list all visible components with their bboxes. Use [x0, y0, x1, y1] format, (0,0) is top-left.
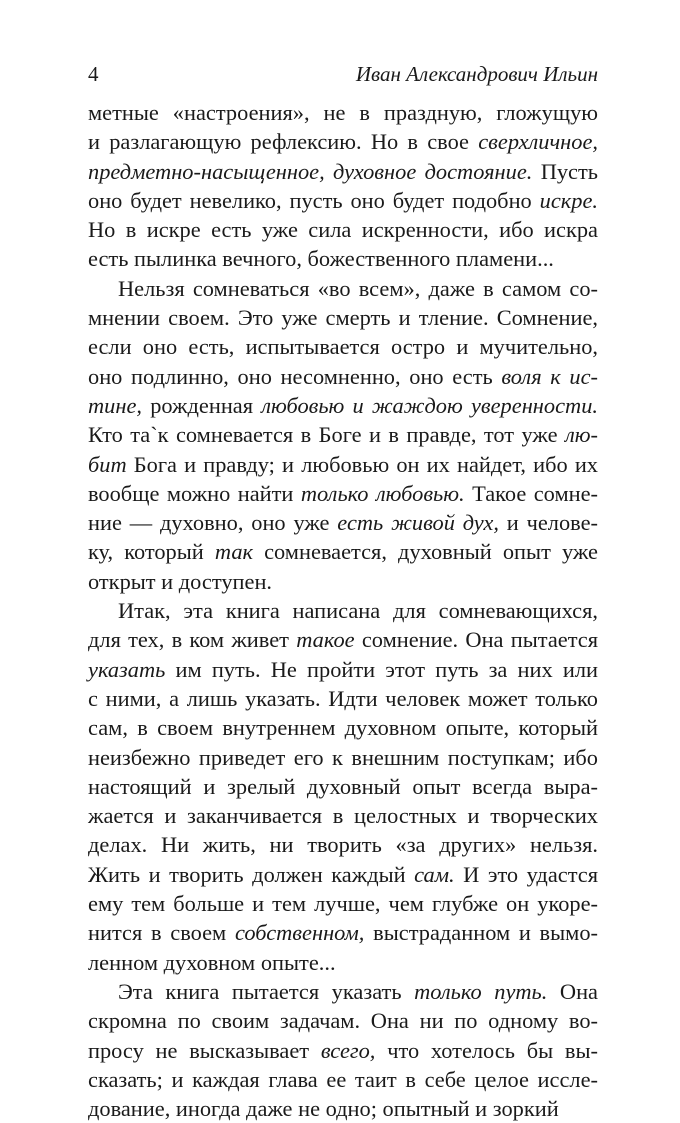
text-line: [88, 215, 598, 244]
paragraph: [88, 977, 598, 1123]
text-line: [88, 244, 598, 273]
text-run: настоящий и зрелый духовный опыт всегда выра-: [88, 773, 598, 799]
text-run: сомнение. Она пытается: [354, 627, 598, 653]
text-run: с ними, а лишь указать. Идти человек может только: [88, 685, 598, 711]
text-run: для тех, в ком живет: [88, 627, 297, 653]
text-run: Бога и правду; и любовью он их найдет, ибо их: [126, 451, 598, 477]
text-line: [88, 1094, 598, 1123]
text-run: метные «настроения», не в праздную, гложущую: [88, 100, 598, 125]
text-line: [88, 362, 598, 391]
italic-text: лю-: [564, 422, 598, 448]
italic-text: сверхличное,: [478, 129, 598, 155]
italic-text: бит: [88, 451, 127, 477]
text-run: выстраданном и вымо-: [364, 920, 598, 946]
page-number: 4: [88, 62, 99, 86]
text-line: [88, 684, 598, 713]
text-run: сомневается, духовный опыт уже: [253, 539, 598, 565]
italic-text: искре.: [539, 187, 598, 213]
paragraph: [88, 274, 598, 596]
text-line: [88, 889, 598, 918]
text-run: сам, в своем внутреннем духовном опыте, который: [88, 715, 598, 741]
text-run: Но в искре есть уже сила искренности, ибо искра: [88, 217, 598, 243]
text-run: есть пылинка вечного, божественного пламени...: [88, 246, 554, 272]
text-line: [88, 274, 598, 303]
text-line: [88, 743, 598, 772]
text-line: [88, 303, 598, 332]
italic-text: есть живой дух,: [337, 510, 499, 536]
text-run: оно будет невелико, пусть оно будет подобно: [88, 187, 540, 213]
text-run: сказать; и каждая глава ее таит в себе целое иссле-: [88, 1066, 598, 1092]
running-title: Иван Александрович Ильин: [355, 62, 598, 86]
text-run: ку, который: [88, 539, 215, 565]
text-line: [88, 772, 598, 801]
italic-text: такое: [296, 627, 355, 653]
text-run: Кто та`к сомневается в Боге и в правде, тот уже: [88, 422, 565, 448]
paragraph: [88, 596, 598, 977]
text-run: И это удастся: [454, 861, 598, 887]
text-run: если оно есть, испытывается остро и мучительно,: [88, 334, 598, 360]
text-line: [88, 948, 598, 977]
italic-text: сам.: [414, 861, 455, 887]
text-run: дование, иногда даже не одно; опытный и зоркий: [88, 1096, 559, 1122]
text-run: Пусть: [532, 158, 598, 184]
text-line: [88, 713, 598, 742]
page-header: [88, 60, 598, 88]
text-run: Она: [547, 978, 598, 1004]
text-run: Итак, эта книга написана для сомневающихся,: [118, 598, 598, 624]
italic-text: так: [214, 539, 253, 565]
text-run: открыт и доступен.: [88, 568, 273, 594]
text-line: [88, 450, 598, 479]
text-line: [88, 391, 598, 420]
italic-text: указать: [88, 656, 166, 682]
italic-text: только путь.: [414, 978, 548, 1004]
text-run: оно подлинно, оно несомненно, оно есть: [88, 363, 502, 389]
paragraph: [88, 98, 598, 274]
text-line: [88, 508, 598, 537]
text-run: неизбежно приведет его к внешним поступкам; ибо: [88, 744, 598, 770]
italic-text: только любовью.: [300, 480, 465, 506]
text-line: [88, 332, 598, 361]
text-line: [88, 801, 598, 830]
text-line: [88, 537, 598, 566]
text-line: [88, 830, 598, 859]
text-line: [88, 918, 598, 947]
text-line: [88, 1036, 598, 1065]
italic-text: собственном,: [234, 920, 365, 946]
text-line: [88, 1006, 598, 1035]
italic-text: предметно-насыщенное, духовное достояние.: [88, 158, 533, 184]
text-run: рожденная: [142, 392, 262, 418]
italic-text: воля к ис-: [501, 363, 598, 389]
text-run: делах. Ни жить, ни творить «за других» нельзя.: [88, 832, 598, 858]
text-line: [88, 596, 598, 625]
text-run: что хотелось бы вы-: [375, 1037, 599, 1063]
text-run: просу не высказывает: [88, 1037, 321, 1063]
text-line: [88, 127, 598, 156]
text-line: [88, 1065, 598, 1094]
text-line: [88, 479, 598, 508]
text-run: Жить и творить должен каждый: [88, 861, 415, 887]
text-run: ему тем больше и тем лучше, чем глубже он укоре-: [88, 891, 598, 917]
text-run: Эта книга пытается указать: [118, 978, 415, 1004]
body-text: [88, 98, 598, 1123]
text-line: [88, 157, 598, 186]
text-run: Нельзя сомневаться «во всем», даже в самом со-: [118, 275, 598, 301]
text-run: нится в своем: [88, 920, 235, 946]
text-line: [88, 977, 598, 1006]
text-line: [88, 655, 598, 684]
text-run: вообще можно найти: [88, 480, 301, 506]
italic-text: любовью и жаждою уверенности.: [261, 392, 599, 418]
text-line: [88, 860, 598, 889]
text-line: [88, 186, 598, 215]
text-run: ние — духовно, оно уже: [88, 510, 338, 536]
text-run: скромна по своим задачам. Она ни по одному во-: [88, 1008, 598, 1034]
text-run: и челове-: [498, 510, 598, 536]
text-line: [88, 420, 598, 449]
text-run: Такое сомне-: [464, 480, 598, 506]
text-run: жается и заканчивается в целостных и творческих: [88, 803, 598, 829]
text-line: [88, 625, 598, 654]
text-run: ленном духовном опыте...: [88, 949, 336, 975]
italic-text: тине,: [88, 392, 143, 418]
text-run: и разлагающую рефлексию. Но в свое: [88, 129, 479, 155]
italic-text: всего,: [320, 1037, 376, 1063]
book-page: [88, 0, 599, 1122]
text-line: [88, 567, 598, 596]
text-run: мнении своем. Это уже смерть и тление. Сомнение,: [88, 305, 598, 331]
text-run: им путь. Не пройти этот путь за них или: [165, 656, 598, 682]
text-line: [88, 98, 598, 127]
